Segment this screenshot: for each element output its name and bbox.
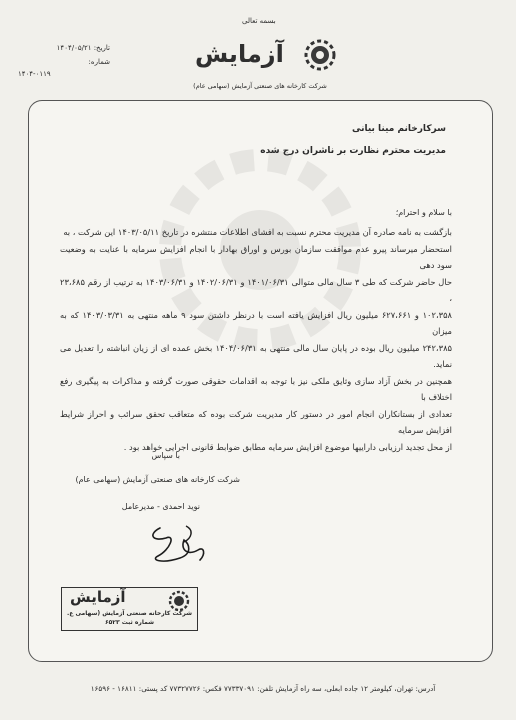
company-subtitle: شرکت کارخانه های صنعتی آزمایش (سهامی عام) xyxy=(193,82,327,90)
date-value: ۱۴۰۴/۰۵/۲۱ xyxy=(56,44,92,52)
logo-wordmark: آزمایش xyxy=(195,40,284,68)
subject-line: مدیریت محترم نظارت بر ناشران درج شده xyxy=(260,146,446,156)
letter-body xyxy=(60,224,452,455)
bismillah: بسمه تعالی xyxy=(242,17,276,25)
body-line: ۱۰۲،۳۵۸ و ۶۲۷،۶۶۱ میلیون ریال افزایش یافته است با درنظر داشتن سود ۹ ماهه منتهی به ۱۴۰۳/۰۳/۳۱ که به میزان xyxy=(60,309,452,336)
number-row xyxy=(20,58,110,66)
gear-icon xyxy=(303,38,337,72)
greeting: با سلام و احترام؛ xyxy=(395,208,452,217)
number-label: شماره: xyxy=(88,58,110,66)
number-value: ۱۴۰۴-۰۱۱۹ xyxy=(18,70,51,78)
stamp-line-2: شماره ثبت ۶۵۲۳ xyxy=(104,619,155,626)
body-line: بازگشت به نامه صادره آن مدیریت محترم نسبت به افشای اطلاعات منتشره در تاریخ ۱۴۰۳/۰۵/۱۱ این شرکت ، به xyxy=(63,227,452,237)
footer-address: آدرس: تهران، کیلومتر ۱۲ جاده ابعلی، سه راه آزمایش تلفن: ۷۷۳۳۷۰۹۱ فکس: ۷۷۳۲۷۷۲۶ کد پستی: ۱۶۸۱۱ - ۱۶۵۹۶ xyxy=(90,684,436,693)
stamp-logo-wordmark: آزمایش xyxy=(70,588,126,606)
body-line: استحضار میرساند پیرو عدم موافقت سازمان بورس و اوراق بهادار با انجام افزایش سرمایه با عنایت به وضعیت سود دهی xyxy=(60,243,452,270)
handwritten-signature xyxy=(140,520,220,570)
body-line: از محل تجدید ارزیابی داراییها موضوع افزایش سرمایه مطابق ضوابط قانونی اجرایی خواهد بود . xyxy=(123,441,452,452)
stamp-gear-icon xyxy=(168,590,190,612)
date-row xyxy=(20,44,110,52)
body-line: حال حاضر شرکت که طی ۳ سال مالی متوالی ۱۴۰۱/۰۶/۳۱ و ۱۴۰۲/۰۶/۳۱ و ۱۴۰۳/۰۶/۳۱ به ترتیب از رقم ۲۳،۶۸۵ ، xyxy=(60,276,452,303)
body-line: تعدادی از بستانکاران انجام امور در دستور کار مدیریت شرکت بوده که متعاقب تحقق سرائب و احراز شرایط افزایش سرمایه xyxy=(60,408,452,435)
body-line: ۲۴۲،۳۸۵ میلیون ریال بوده در پایان سال مالی منتهی به ۱۴۰۴/۰۶/۳۱ بخش عمده ای از زیان انباشته را تعدیل می نماید. xyxy=(60,342,452,369)
closing: با سپاس xyxy=(151,451,180,460)
stamp-line-1: شرکت کارخانه صنعتی آزمایش (سهامی ع. xyxy=(67,610,192,617)
body-line: همچنین در بخش آزاد سازی وثایق ملکی نیز با توجه به اقدامات حقوقی صورت گرفته و مذاکرات به پیگیری رفع اختلاف با xyxy=(60,375,452,402)
signer-name: نوید احمدی - مدیرعامل xyxy=(121,502,200,511)
company-logo xyxy=(195,36,345,76)
date-label: تاریخ: xyxy=(93,44,110,52)
recipient: سرکارخانم مینا بیانی xyxy=(351,124,446,134)
company-stamp xyxy=(61,587,198,631)
signer-company: شرکت کارخانه های صنعتی آزمایش (سهامی عام) xyxy=(75,475,240,484)
